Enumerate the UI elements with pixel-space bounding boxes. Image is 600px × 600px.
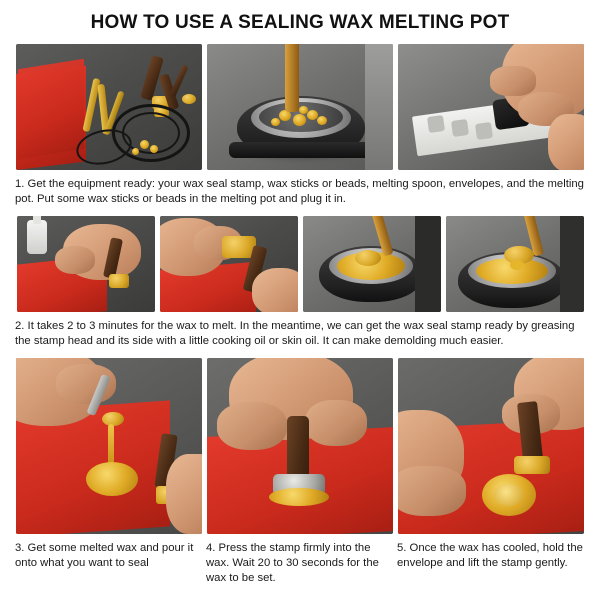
photo-pour-wax bbox=[16, 358, 202, 534]
step-1-caption: 1. Get the equipment ready: your wax seal stamp, wax sticks or beads, melting spoon, envelopes, and the melting pot. Put some wax sticks or beads in the melting pot and plug it in. bbox=[15, 178, 584, 206]
photo-press-stamp bbox=[207, 358, 393, 534]
steps-3-5-photo-row bbox=[14, 358, 586, 534]
step-3-caption: 3. Get some melted wax and pour it onto what you want to seal bbox=[15, 542, 194, 570]
page-title: HOW TO USE A SEALING WAX MELTING POT bbox=[90, 12, 510, 33]
step-2-photo-row bbox=[14, 216, 586, 312]
photo-oil-stamp bbox=[17, 216, 155, 312]
photo-plug-in bbox=[398, 44, 584, 170]
photo-grease-head bbox=[160, 216, 298, 312]
photo-equipment bbox=[16, 44, 202, 170]
photo-spoon-scoop bbox=[303, 216, 441, 312]
step-2-caption: 2. It takes 2 to 3 minutes for the wax to melt. In the meantime, we can get the wax seal stamp ready by greasing the stamp head and its side with a little cooking oil or skin oil. It can make demolding much easier. bbox=[15, 320, 575, 348]
steps-3-5-caption-row bbox=[15, 541, 585, 586]
photo-pot-beads bbox=[207, 44, 393, 170]
step-1-photo-row bbox=[14, 44, 586, 170]
photo-spoon-lift bbox=[446, 216, 584, 312]
step-5-caption: 5. Once the wax has cooled, hold the envelope and lift the stamp gently. bbox=[397, 542, 583, 570]
photo-lift-stamp bbox=[398, 358, 584, 534]
step-4-caption: 4. Press the stamp firmly into the wax. Wait 20 to 30 seconds for the wax to be set. bbox=[206, 542, 379, 585]
